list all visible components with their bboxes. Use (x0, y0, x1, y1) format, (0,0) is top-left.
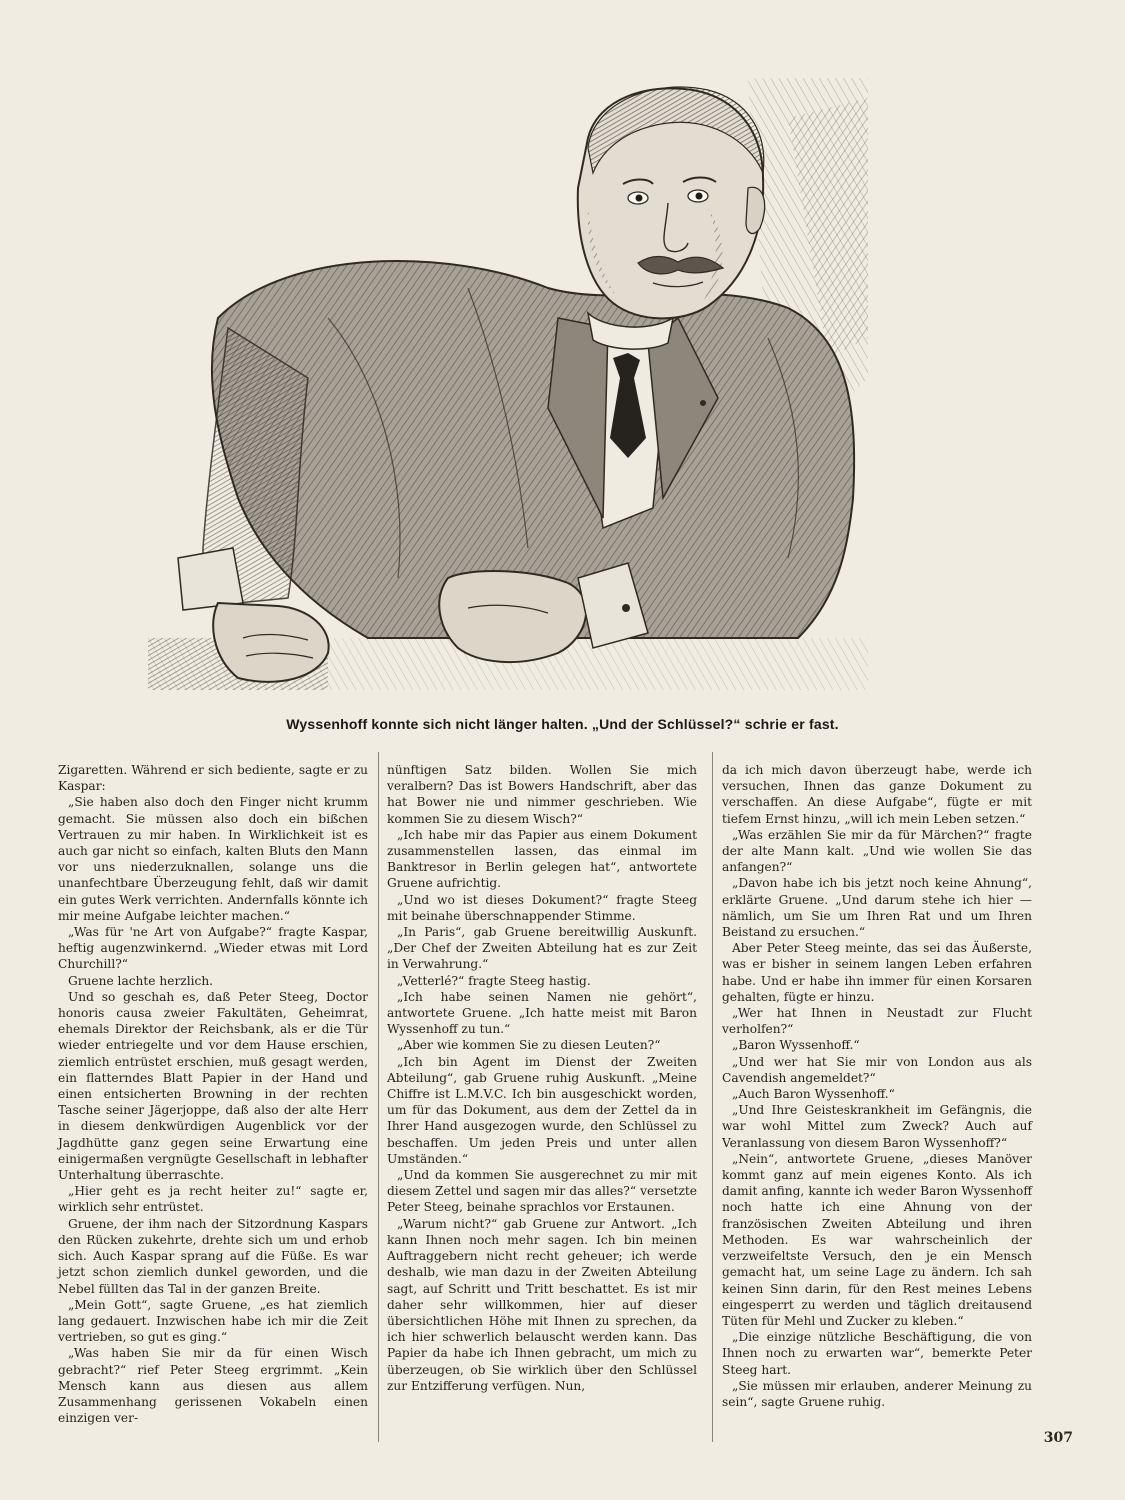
paragraph: „Warum nicht?“ gab Gruene zur Antwort. „Ich kann Ihnen noch mehr sagen. Ich bin meinen Auftraggebern nicht recht geheuer; ich werde deshalb, wie man dazu in der Zweiten Abteilung sagt, auf Schritt und Tritt beschattet. Es ist mir daher sehr willkommen, hier auf dieser übersichtlichen Höhe mit Ihnen zu sprechen, da ich hier schwerlich belauscht werden kann. Das Papier da habe ich Ihnen gebracht, um mich zu überzeugen, ob Sie wirklich über den Schlüssel zur Entzifferung verfügen. Nun, (387, 1216, 697, 1393)
paragraph: „In Paris“, gab Gruene bereitwillig Auskunft. „Der Chef der Zweiten Abteilung hat es zur Zeit in Verwahrung.“ (387, 925, 697, 972)
paragraph: nünftigen Satz bilden. Wollen Sie mich veralbern? Das ist Bowers Handschrift, aber das hat Bower nie und nimmer geschrieben. Wie kommen Sie zu diesem Wisch?“ (387, 763, 697, 826)
text-column-2 (387, 762, 697, 1394)
paragraph: „Und da kommen Sie ausgerechnet zu mir mit diesem Zettel und sagen mir das alles?“ versetzte Peter Steeg, beinahe sprachlos vor Erstaunen. (387, 1168, 697, 1215)
paragraph: „Und Ihre Geisteskrankheit im Gefängnis, die war wohl Mittel zum Zweck? Auch auf Veranlassung von diesem Baron Wyssenhoff?“ (722, 1103, 1032, 1150)
illustration-caption: Wyssenhoff konnte sich nicht länger halten. „Und der Schlüssel?“ schrie er fast. (286, 716, 839, 732)
paragraph: „Davon habe ich bis jetzt noch keine Ahnung“, erklärte Gruene. „Und darum stehe ich hier — nämlich, um Sie um Ihren Rat und um Ihren Beistand zu ersuchen.“ (722, 876, 1032, 940)
paragraph: Aber Peter Steeg meinte, das sei das Äußerste, was er bisher in seinem langen Leben erfahren habe. Und er habe ihn immer für einen Korsaren gehalten, fügte er hinzu. (722, 941, 1032, 1004)
paragraph: Gruene lachte herzlich. (68, 973, 214, 988)
portrait-illustration (148, 78, 868, 690)
paragraph: „Die einzige nützliche Beschäftigung, die von Ihnen noch zu erwarten war“, bemerkte Peter Steeg hart. (722, 1330, 1032, 1377)
paragraph: „Vetterlé?“ fragte Steeg hastig. (397, 973, 591, 988)
paragraph: „Auch Baron Wyssenhoff.“ (732, 1087, 895, 1102)
paragraph: „Wer hat Ihnen in Neustadt zur Flucht verholfen?“ (722, 1006, 1032, 1037)
paragraph: „Mein Gott“, sagte Gruene, „es hat ziemlich lang gedauert. Inzwischen habe ich mir die Zeit vertrieben, so gut es ging.“ (58, 1297, 368, 1345)
paragraph: „Was für 'ne Art von Aufgabe?“ fragte Kaspar, heftig augenzwinkernd. „Wieder etwas mit Lord Churchill?“ (58, 925, 368, 972)
paragraph: „Was haben Sie mir da für einen Wisch gebracht?“ rief Peter Steeg ergrimmt. „Kein Mensch kann aus diesen aus allem Zusammenhang gerissenen Vokabeln einen einzigen ver- (58, 1346, 368, 1426)
paragraph: „Ich bin Agent im Dienst der Zweiten Abteilung“, gab Gruene ruhig Auskunft. „Meine Chiffre ist L.M.V.C. Ich bin ausgeschickt worden, um für das Dokument, aus dem der Zettel da in Ihrer Hand ausgezogen wurde, den Schlüssel zu beschaffen. Um jeden Preis und unter allen Umständen.“ (387, 1054, 697, 1166)
column-divider (378, 752, 379, 1442)
portrait-illustration-icon (148, 78, 868, 690)
paragraph: „Sie haben also doch den Finger nicht krumm gemacht. Sie müssen also doch ein bißchen Vertrauen zu mir haben. In Wirklichkeit ist es auch gar nicht so einfach, kalten Bluts den Mann vor uns niederzuknallen, solange uns die unanfechtbare Überzeugung fehlt, daß wir damit ein gutes Werk verrichten. Andernfalls könnte ich mir meine Aufgabe leichter machen.“ (58, 795, 368, 923)
paragraph: „Sie müssen mir erlauben, anderer Meinung zu sein“, sagte Gruene ruhig. (722, 1378, 1032, 1409)
paragraph: Gruene, der ihm nach der Sitzordnung Kaspars den Rücken zukehrte, drehte sich um und erhob sich. Auch Kaspar sprang auf die Füße. Es war jetzt schon ziemlich dunkel geworden, und die Nebel füllten das Tal in der ganzen Breite. (58, 1216, 368, 1296)
column-divider (712, 752, 713, 1442)
paragraph: „Ich habe seinen Namen nie gehört“, antwortete Gruene. „Ich hatte meist mit Baron Wyssenhoff zu tun.“ (387, 989, 697, 1037)
paragraph: „Hier geht es ja recht heiter zu!“ sagte er, wirklich sehr entrüstet. (58, 1184, 368, 1215)
page-number: 307 (1043, 1430, 1073, 1446)
paragraph: „Ich habe mir das Papier aus einem Dokument zusammenstellen lassen, das einmal im Banktresor in Berlin gelegen hat“, antwortete Gruene aufrichtig. (387, 827, 697, 891)
paragraph: „Was erzählen Sie mir da für Märchen?“ fragte der alte Mann kalt. „Und wie wollen Sie das anfangen?“ (722, 827, 1032, 875)
paragraph: „Baron Wyssenhoff.“ (732, 1038, 860, 1053)
paragraph: Und so geschah es, daß Peter Steeg, Doctor honoris causa zweier Fakultäten, Geheimrat, ehemals Direktor der Reichsbank, als er die Tür wieder entriegelte und vor dem Hause erschien, ziemlich entrüstet erschien, muß gesagt werden, ein flatterndes Blatt Papier in der Hand und einen entsicherten Browning in der rechten Tasche seiner Jägerjoppe, daß also der alte Herr in diesem denkwürdigen Augenblick vor der Jagdhütte ganz gegen seine Erwartung eine einigermaßen vergnügte Gesellschaft in lebhafter Unterhaltung überraschte. (58, 989, 368, 1183)
text-column-3 (722, 762, 1032, 1410)
paragraph: Zigaretten. Während er sich bediente, sagte er zu Kaspar: (58, 763, 368, 794)
paragraph: „Aber wie kommen Sie zu diesen Leuten?“ (397, 1038, 661, 1053)
paragraph: da ich mich davon überzeugt habe, werde ich versuchen, Ihnen das ganze Dokument zu verschaffen. An diese Aufgabe“, fügte er mit tiefem Ernst hinzu, „will ich mein Leben setzen.“ (722, 763, 1032, 826)
paragraph: „Und wer hat Sie mir von London aus als Cavendish angemeldet?“ (722, 1054, 1032, 1085)
text-column-1 (58, 762, 368, 1426)
paragraph: „Und wo ist dieses Dokument?“ fragte Steeg mit beinahe überschnappender Stimme. (387, 892, 697, 923)
paragraph: „Nein“, antwortete Gruene, „dieses Manöver kommt ganz auf mein eigenes Konto. Als ich damit anfing, kannte ich weder Baron Wyssenhoff noch hatte ich eine Ahnung von der französischen Zweiten Abteilung und ihren Methoden. Es war wahrscheinlich der verzweifeltste Versuch, den je ein Mensch gemacht hat, um seine Lage zu ändern. Ich sah keinen Sinn darin, für den Rest meines Lebens eingesperrt zu werden und täglich dreitausend Tüten für Mehl und Zucker zu kleben.“ (722, 1151, 1032, 1328)
